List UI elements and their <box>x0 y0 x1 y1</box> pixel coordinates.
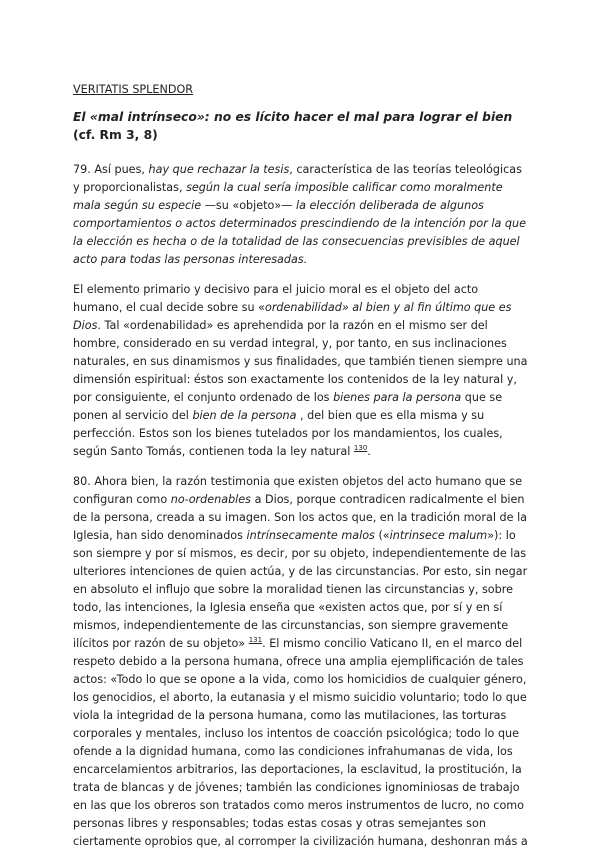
p80-text-f: intrinsece malum <box>389 529 488 542</box>
p79-text-b: hay que rechazar la tesis <box>148 163 290 176</box>
footnote-131-link[interactable]: 131 <box>248 636 263 644</box>
p79-text-a: 79. Así pues, <box>73 163 149 176</box>
p80-text-d: intrínsecamente malos <box>246 529 375 542</box>
section-title <box>73 108 529 144</box>
p79b-text-e: que se ponen al servicio del <box>73 391 503 422</box>
document-header: VERITATIS SPLENDOR <box>73 83 194 96</box>
p79-text-e: —su «objeto»— <box>201 199 296 212</box>
p79b-text-g: , del bien que es ella misma y su perfección. Estos son los bienes tutelados por los mandamientos, los cuales, según Santo Tomás, contienen toda la ley natural <box>73 409 503 458</box>
p79-text-c: , característica de las teorías teleológicas y proporcionalistas, <box>73 163 522 194</box>
p79b-text-d: bienes para la persona <box>333 391 462 404</box>
section-title-italic: El «mal intrínseco»: no es lícito hacer el mal para lograr el bien <box>73 110 513 124</box>
p80-text-h: . El mismo concilio Vaticano II, en el marco del respeto debido a la persona humana, ofrece una amplia ejemplificación de tales actos: «Todo lo que se opone a la vida, como los homicidios de cualquier género, los genocidios, el aborto, la eutanasia y el mismo suicidio voluntario; todo lo que viola la integridad de la persona humana, como las mutilaciones, las torturas corporales y mentales, incluso los intentos de coacción psicológica; todo lo que ofende a la dignidad humana, como las condiciones infrahumanas de vida, los encarcelamientos arbitrarios, las deportaciones, la esclavitud, la prostitución, la trata de blancas y de jóvenes; también las condiciones ignominiosas de trabajo en las que los obreros son tratados como meros instrumentos de lucro, no como personas libres y responsables; todas estas cosas y otras semejantes son ciertamente oprobios que, al corromper la civilización humana, deshonran más a <box>73 637 528 848</box>
footnote-130-link[interactable]: 130 <box>353 444 368 452</box>
p80-text-c: a Dios, porque contradicen radicalmente el bien de la persona, creada a su imagen. Son los actos que, en la tradición moral de la Iglesia, han sido denominados <box>73 493 528 542</box>
paragraph-79b <box>73 281 529 461</box>
p79b-text-b: ordenabilidad» al bien y al fin último que es Dios <box>73 301 512 332</box>
document-page <box>73 82 529 863</box>
p79b-text-h: . <box>367 445 371 458</box>
p79-text-f: la elección deliberada de algunos comportamientos o actos determinados prescindiendo de la intención por la que la elección es hecha o de la totalidad de las consecuencias previsibles de aquel acto para todas las personas interesadas. <box>73 199 526 266</box>
p80-text-b: no-ordenables <box>170 493 252 506</box>
section-title-ref: (cf. Rm 3, 8) <box>73 128 158 142</box>
p80-text-g: »): lo son siempre y por sí mismos, es decir, por su objeto, independientemente de las ulteriores intenciones de quien actúa, y de las circunstancias. Por esto, sin negar en absoluto el influjo que sobre la moralidad tienen las circunstancias y, sobre todo, las intenciones, la Iglesia enseña que «existen actos que, por sí y en sí mismos, independientemente de las circunstancias, son siempre gravemente ilícitos por razón de su objeto» <box>73 529 528 650</box>
p80-text-e: (« <box>374 529 390 542</box>
p79-text-d: según la cual sería imposible calificar como moralmente mala según su especie <box>73 181 503 212</box>
p80-text-a: 80. Ahora bien, la razón testimonia que existen objetos del acto humano que se configuran como <box>73 475 523 506</box>
paragraph-79 <box>73 161 529 269</box>
p79b-text-a: El elemento primario y decisivo para el juicio moral es el objeto del acto humano, el cual decide sobre su « <box>73 283 479 314</box>
p79b-text-c: . Tal «ordenabilidad» es aprehendida por la razón en el mismo ser del hombre, considerado en su verdad integral, y, por tanto, en sus inclinaciones naturales, en sus dinamismos y sus finalidades, que también tienen siempre una dimensión espiritual: éstos son exactamente los contenidos de la ley natural y, por consiguiente, el conjunto ordenado de los <box>73 319 528 404</box>
p79b-text-f: bien de la persona <box>192 409 297 422</box>
paragraph-80 <box>73 473 529 851</box>
